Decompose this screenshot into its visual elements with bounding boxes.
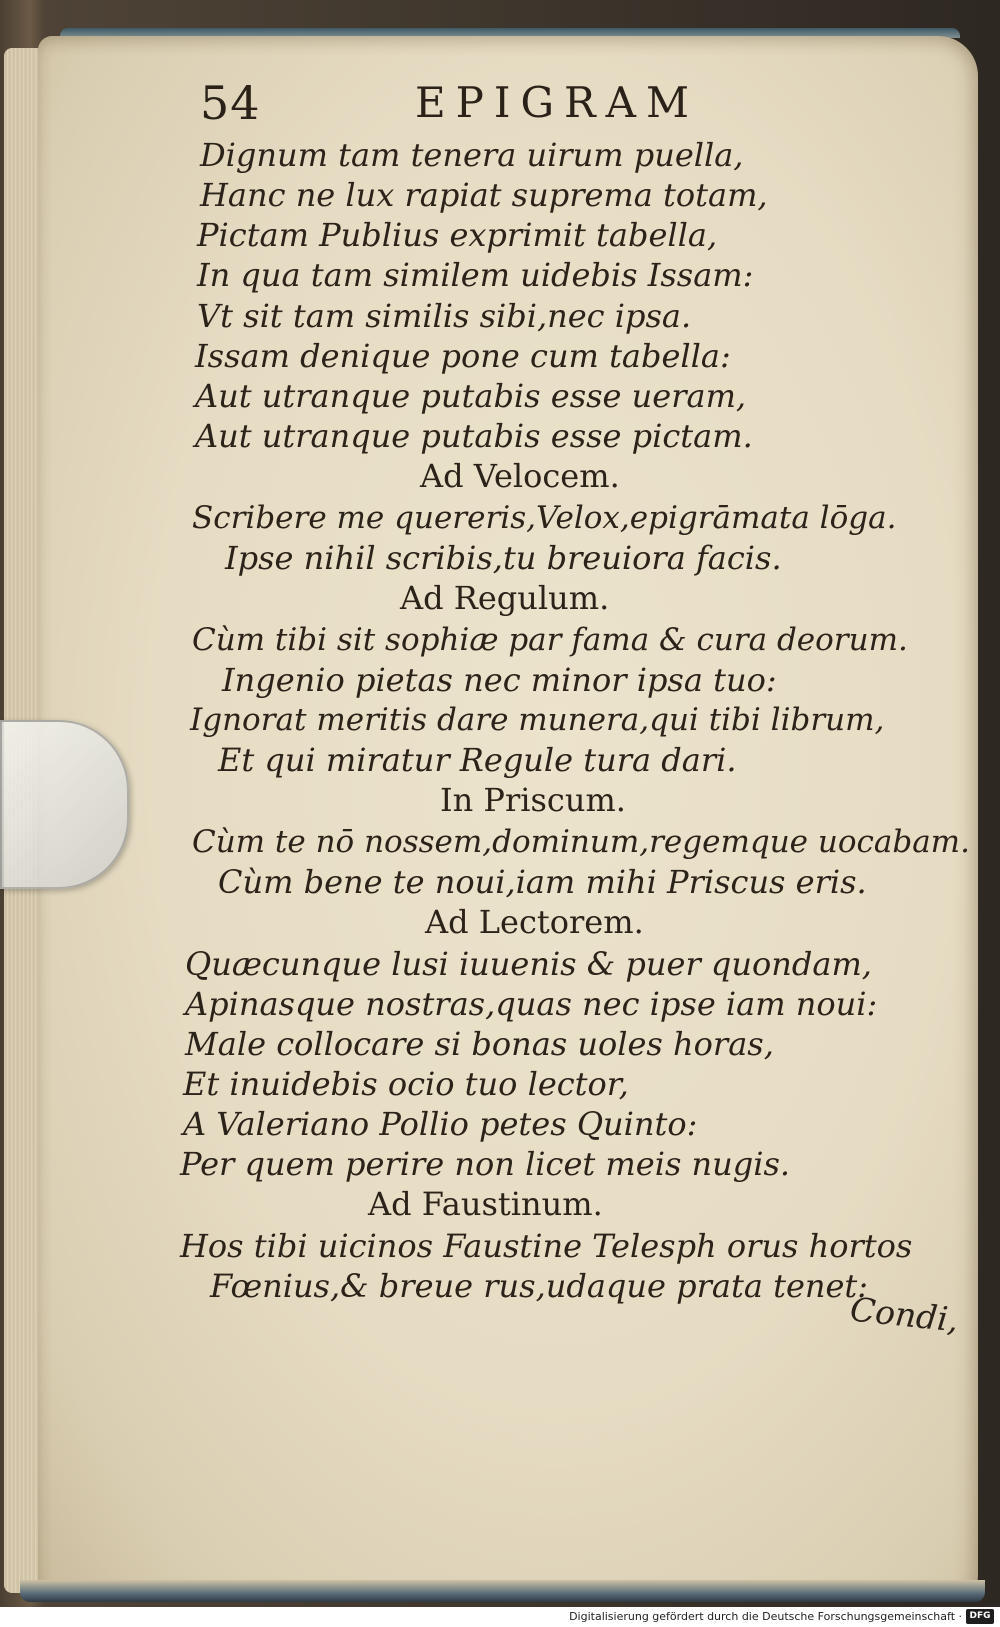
text-line: Cùm tibi sit sophiæ par fama & cura deorum. bbox=[192, 622, 908, 658]
page-header bbox=[200, 76, 760, 136]
dfg-logo: DFG bbox=[966, 1609, 994, 1624]
text-line: Ignorat meritis dare munera,qui tibi librum, bbox=[190, 702, 885, 738]
text-line: Fœnius,& breue rus,udaque prata tenet: bbox=[210, 1267, 869, 1305]
text-line: Et qui miratur Regule tura dari. bbox=[218, 741, 737, 779]
footer-credit: Digitalisierung gefördert durch die Deutsche Forschungsgemeinschaft · bbox=[569, 1610, 962, 1623]
text-line: Scribere me quereris,Velox,epigrāmata lōga. bbox=[192, 500, 897, 536]
bottom-page-edge bbox=[20, 1580, 985, 1602]
text-line: Issam denique pone cum tabella: bbox=[195, 337, 731, 375]
text-line: Aut utranque putabis esse pictam. bbox=[195, 417, 753, 455]
text-line: Ipse nihil scribis,tu breuiora facis. bbox=[225, 539, 782, 577]
text-line: Hos tibi uicinos Faustine Telesph orus hortos bbox=[180, 1227, 913, 1265]
text-line: Aut utranque putabis esse ueram, bbox=[195, 377, 747, 415]
epigram-title: Ad Regulum. bbox=[400, 579, 610, 617]
page-clip bbox=[0, 720, 129, 889]
text-line: Vt sit tam similis sibi,nec ipsa. bbox=[197, 297, 692, 335]
text-line: Pictam Publius exprimit tabella, bbox=[197, 216, 718, 254]
epigram-title: In Priscum. bbox=[440, 781, 626, 819]
text-line: In qua tam similem uidebis Issam: bbox=[197, 256, 754, 294]
text-line: Apinasque nostras,quas nec ipse iam noui: bbox=[185, 985, 878, 1023]
page-number: 54 bbox=[200, 76, 261, 130]
text-line: Hanc ne lux rapiat suprema totam, bbox=[200, 176, 768, 214]
text-line: A Valeriano Pollio petes Quinto: bbox=[183, 1105, 698, 1143]
epigram-title: Ad Lectorem. bbox=[425, 903, 644, 941]
epigram-title: Ad Velocem. bbox=[420, 457, 620, 495]
running-head: EPIGRAM bbox=[415, 78, 700, 127]
epigram-title: Ad Faustinum. bbox=[368, 1185, 603, 1223]
digitization-footer bbox=[0, 1607, 1000, 1627]
catchword: Condi, bbox=[848, 1289, 961, 1340]
text-line: Ingenio pietas nec minor ipsa tuo: bbox=[222, 661, 777, 699]
text-line: Cùm te nō nossem,dominum,regemque uocabam. bbox=[192, 824, 970, 860]
text-line: Per quem perire non licet meis nugis. bbox=[180, 1145, 791, 1183]
text-line: Male collocare si bonas uoles horas, bbox=[185, 1025, 774, 1063]
text-line: Dignum tam tenera uirum puella, bbox=[200, 136, 744, 174]
text-line: Quæcunque lusi iuuenis & puer quondam, bbox=[185, 945, 872, 983]
text-line: Cùm bene te noui,iam mihi Priscus eris. bbox=[218, 863, 867, 901]
text-line: Et inuidebis ocio tuo lector, bbox=[183, 1065, 629, 1103]
